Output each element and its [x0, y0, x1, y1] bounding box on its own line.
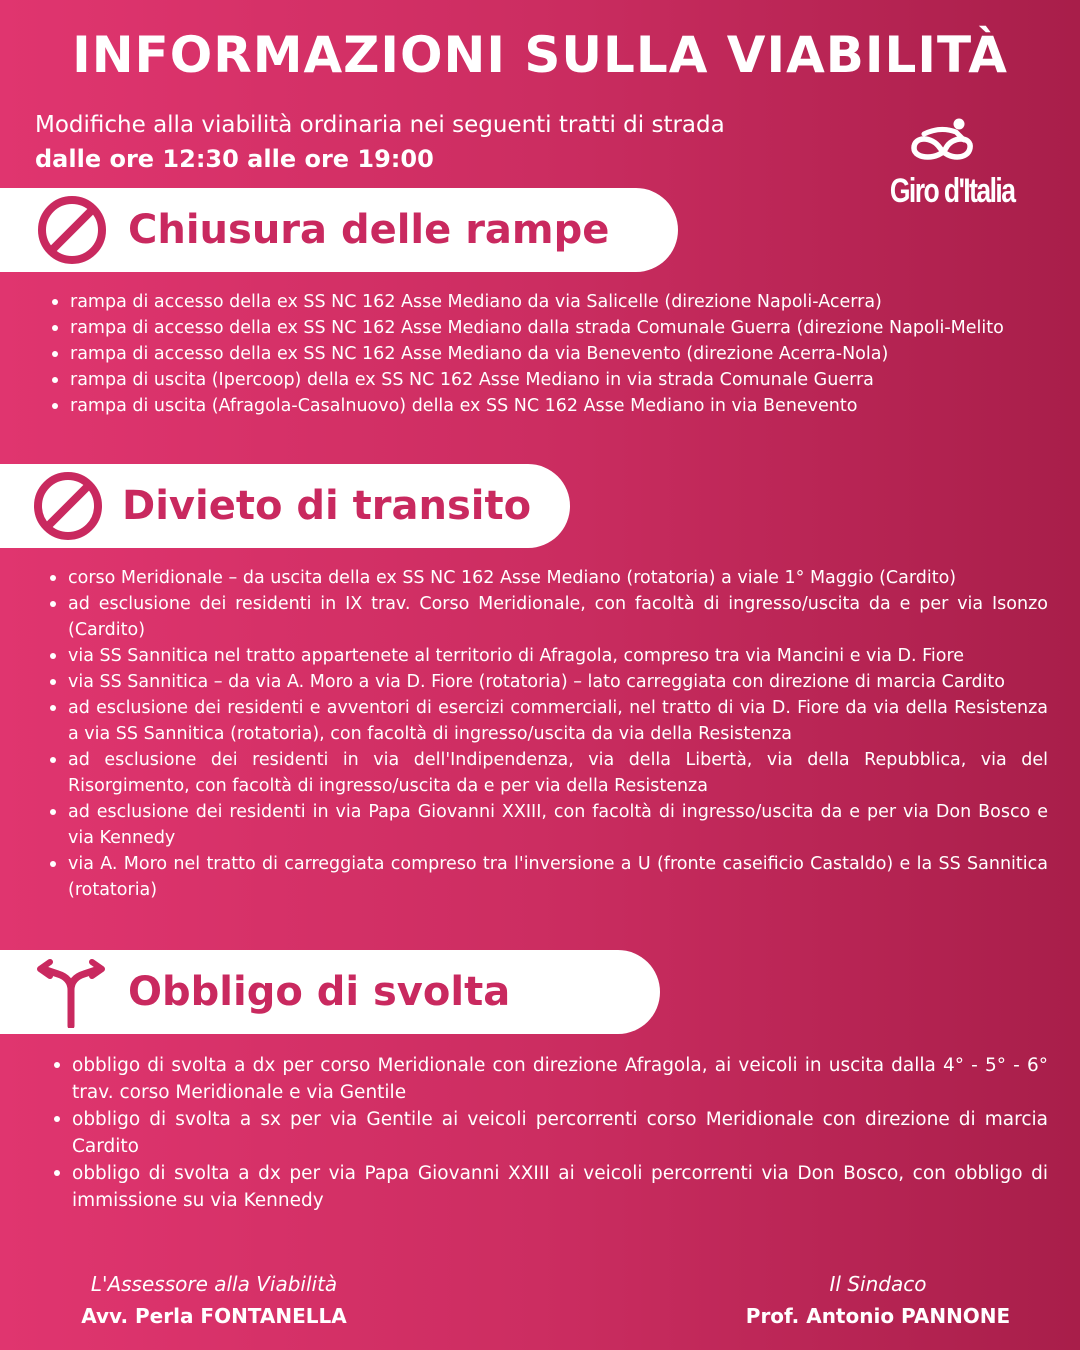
- list-divieto: [46, 565, 1048, 903]
- signature-assessore: [64, 1268, 364, 1332]
- section-title-chiusura: Chiusura delle rampe: [128, 207, 610, 253]
- list-item: rampa di uscita (Ipercoop) della ex SS NC 162 Asse Mediano in via strada Comunale Guerra: [48, 367, 1048, 393]
- section-banner-chiusura: [0, 188, 678, 272]
- list-item: ad esclusione dei residenti e avventori di esercizi commerciali, nel tratto di via D. Fiore da via della Resistenza a via SS Sannitica (rotatoria), con facoltà di ingresso/uscita da via della Resistenza: [46, 695, 1048, 747]
- list-item: obbligo di svolta a dx per via Papa Giovanni XXIII ai veicoli percorrenti via Don Bosco, con obbligo di immissione su via Kennedy: [50, 1160, 1048, 1214]
- section-title-obbligo: Obbligo di svolta: [128, 969, 511, 1015]
- signature-name: Prof. Antonio PANNONE: [745, 1304, 1011, 1328]
- hours-text: dalle ore 12:30 alle ore 19:00: [35, 145, 434, 173]
- cyclist-icon: [906, 118, 986, 170]
- list-item: rampa di accesso della ex SS NC 162 Asse Mediano da via Benevento (direzione Acerra-Nola): [48, 341, 1048, 367]
- logo-text: Giro d'Italia: [889, 172, 1015, 210]
- list-item: via SS Sannitica nel tratto appartenete al territorio di Afragola, compreso tra via Mancini e via D. Fiore: [46, 643, 1048, 669]
- no-entry-icon: [36, 194, 108, 266]
- signature-sindaco: [726, 1268, 1030, 1332]
- section-banner-divieto: [0, 464, 570, 548]
- section-banner-obbligo: [0, 950, 660, 1034]
- list-item: corso Meridionale – da uscita della ex SS NC 162 Asse Mediano (rotatoria) a viale 1° Maggio (Cardito): [46, 565, 1048, 591]
- list-item: via A. Moro nel tratto di carreggiata compreso tra l'inversione a U (fronte caseificio Castaldo) e la SS Sannitica (rotatoria): [46, 851, 1048, 903]
- giro-logo: [874, 118, 1018, 218]
- signature-name: Avv. Perla FONTANELLA: [81, 1304, 347, 1328]
- list-item: ad esclusione dei residenti in IX trav. Corso Meridionale, con facoltà di ingresso/uscita da e per via Isonzo (Cardito): [46, 591, 1048, 643]
- list-item: obbligo di svolta a dx per corso Meridionale con direzione Afragola, ai veicoli in uscita dalla 4° - 5° - 6° trav. corso Meridionale e via Gentile: [50, 1052, 1048, 1106]
- list-item: rampa di uscita (Afragola-Casalnuovo) della ex SS NC 162 Asse Mediano in via Benevento: [48, 393, 1048, 419]
- list-chiusura: [48, 289, 1048, 419]
- list-item: ad esclusione dei residenti in via Papa Giovanni XXIII, con facoltà di ingresso/uscita da e per via Don Bosco e via Kennedy: [46, 799, 1048, 851]
- list-item: ad esclusione dei residenti in via dell'Indipendenza, via della Libertà, via della Repubblica, via del Risorgimento, con facoltà di ingresso/uscita da e per via della Resistenza: [46, 747, 1048, 799]
- list-item: via SS Sannitica – da via A. Moro a via D. Fiore (rotatoria) – lato carreggiata con direzione di marcia Cardito: [46, 669, 1048, 695]
- split-arrow-icon: [36, 956, 106, 1028]
- signature-role: L'Assessore alla Viabilità: [90, 1272, 338, 1296]
- list-item: rampa di accesso della ex SS NC 162 Asse Mediano da via Salicelle (direzione Napoli-Acerra): [48, 289, 1048, 315]
- section-title-divieto: Divieto di transito: [122, 483, 532, 529]
- no-entry-icon: [32, 470, 104, 542]
- page-title: INFORMAZIONI SULLA VIABILITÀ: [72, 26, 1008, 84]
- signature-role: Il Sindaco: [829, 1272, 927, 1296]
- subtitle-text: Modifiche alla viabilità ordinaria nei seguenti tratti di strada: [35, 112, 725, 138]
- list-item: rampa di accesso della ex SS NC 162 Asse Mediano dalla strada Comunale Guerra (direzione Napoli-Melito: [48, 315, 1048, 341]
- list-obbligo: [50, 1052, 1048, 1214]
- subtitle-block: [35, 108, 855, 176]
- list-item: obbligo di svolta a sx per via Gentile ai veicoli percorrenti corso Meridionale con direzione di marcia Cardito: [50, 1106, 1048, 1160]
